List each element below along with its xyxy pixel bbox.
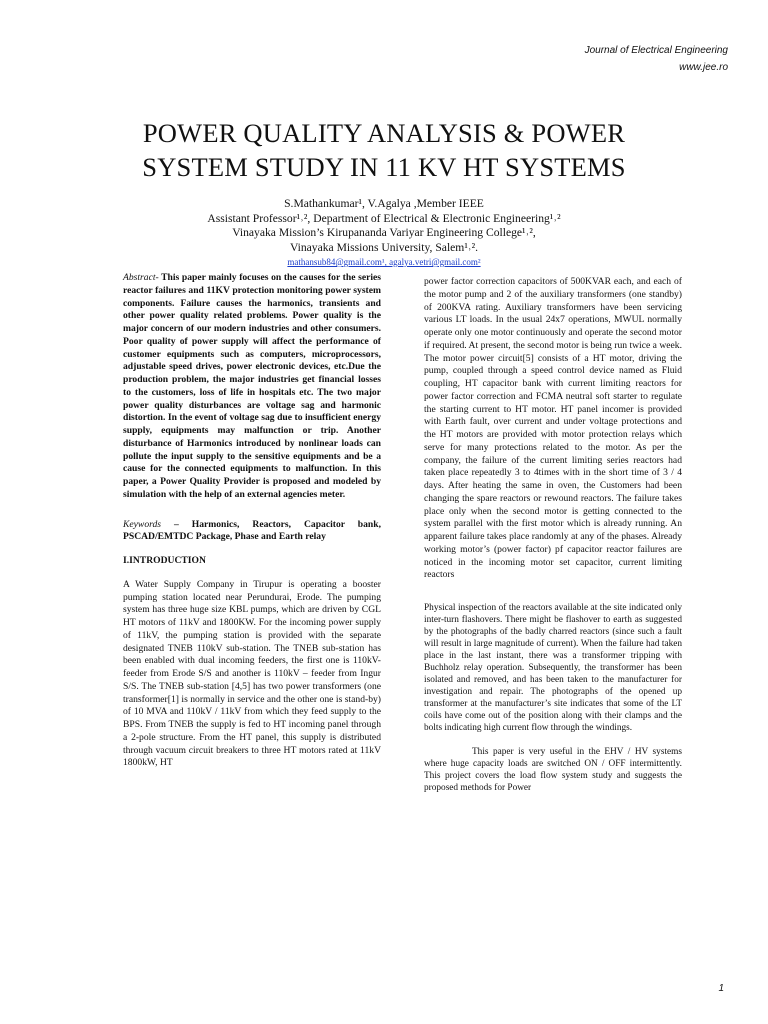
author-block xyxy=(0,197,768,270)
right-paragraph-2: Physical inspection of the reactors available at the site indicated only inter-turn flashovers. There might be flashover to earth as suggested by the photographs of the badly charred reactors (since such a fault will result in large magnitude of current). When the failure had taken place in the last instant, there was a transformer tripping with Buchholz relay operation. Subsequently, the transformer has been isolated and removed, and has been taken to the manufacturer for investigation and repair. The photographs of the opened up transformer at the manufacturer’s site indicates that some of the LT coils have come out of the position along with their clamps and the bolts indicating high current flow through the windings. xyxy=(424,603,682,733)
right-paragraph-1: power factor correction capacitors of 500KVAR each, and each of the motor pump and 2 of the auxiliary transformers (one standby) of 200KVA rating. Auxiliary transformers have been servicing various LT loads. In the usual 24x7 operations, MWUL normally operate only one motor continuously and operate the second motor if required. At present, the second motor is being run twice a week. The motor power circuit[5] consists of a HT motor, driving the pump, coupled through a speed control device named as Fluid coupling, HT capacitor bank with current limiting reactors for power factor correction and FCMA neutral soft starter to regulate the starting current to HT motor. HT panel incomer is provided with Earth fault, over current and under voltage protections and the HT motors are provided with motor protection relays which serve for many protections related to the motor. As per the company, the failure of the current limiting series reactors had taken place repeatedly 3 to 4times with in the short time of 3 / 4 days. After heating the same in oven, the Customers had been changing the spare reactors or rewound reactors. The failure takes place only when the second motor is getting connected to the system parallel with the first motor which is already running. An apparent failure takes place randomly at any of the phases. Already working motor’s (power factor) pf capacitor reactor failures are noticed in the incoming motor set capacitor, current limiting reactors xyxy=(424,276,682,581)
title-line-1: POWER QUALITY ANALYSIS & POWER xyxy=(142,118,626,148)
journal-url: www.jee.ro xyxy=(679,62,728,73)
right-paragraph-3: This paper is very useful in the EHV / HV systems where huge capacity loads are switched ON / OFF intermittently. This project covers the load flow system study and suggests the proposed methods for Power xyxy=(424,747,682,793)
affiliation-line-3: Vinayaka Missions University, Salem¹˒². xyxy=(289,240,479,254)
author-names: S.Mathankumar¹, V.Agalya ,Member IEEE xyxy=(284,197,484,210)
abstract xyxy=(123,272,381,502)
author-emails[interactable]: mathansub84@gmail.com¹, agalya.vetri@gmail.com² xyxy=(287,257,481,267)
section-heading-introduction: I.INTRODUCTION xyxy=(123,555,206,566)
paper-title xyxy=(0,116,768,184)
abstract-label: Abstract- xyxy=(123,272,159,283)
keywords-label: Keywords xyxy=(123,518,162,530)
title-line-2: SYSTEM STUDY IN 11 KV HT SYSTEMS xyxy=(142,152,626,182)
keywords xyxy=(123,519,381,545)
keywords-text: – Harmonics, Reactors, Capacitor bank, PSCAD/EMTDC Package, Phase and Earth relay xyxy=(123,518,381,543)
journal-name: Journal of Electrical Engineering xyxy=(584,45,728,56)
affiliation-line-2: Vinayaka Mission’s Kirupananda Variyar Engineering College¹˒², xyxy=(232,226,536,239)
affiliation-line-1: Assistant Professor¹˒², Department of Electrical & Electronic Engineering¹˒² xyxy=(207,211,561,225)
left-column xyxy=(123,272,381,770)
introduction-paragraph: A Water Supply Company in Tirupur is operating a booster pumping station located near Perundurai, Erode. The pumping system has three huge size KBL pumps, which are driven by CGL HT motors of 11kV and 1800KW. For the incoming power supply of 11kV, the pumping station is provided with the separate designated TNEB 110kV sub-station. The TNEB sub-station has been enabled with dual incoming feeders, the first one is 110kV- feeder from Erode S/S and another is 110kV – feeder from Ingur S/S. The TNEB sub-station [4,5] has two power transformers (one transformer[1] is normally in service and the other one is stand-by) of 10 MVA and 110kV / 11kV from which they feed supply to the BPS. From TNEB the supply is fed to HT incoming panel through a 2-pole structure. From the HT panel, this supply is distributed through vacuum circuit breakers to three HT motors rated at 11kV 1800kW, HT xyxy=(123,578,381,769)
page-number: 1 xyxy=(718,983,724,994)
journal-header xyxy=(585,42,728,76)
right-column xyxy=(424,276,682,794)
abstract-text: This paper mainly focuses on the causes for the series reactor failures and 11KV protection monitoring power system components. Failure causes the harmonics, transients and other power quality related problems. Power quality is the major concern of our modern industries and other consumers. Poor quality of power supply will affect the performance of customer equipments such as computers, microprocessors, adjustable speed drives, power electronic devices, etc.Due the production problem, the major industries get financial losses to the customers, loss of life in hospitals etc. The two major power quality disturbances are voltage sag and harmonic distortion. In the event of voltage sag due to insufficient energy supply, equipments may malfunction or trip. Another disturbance of Harmonics introduced by nonlinear loads can pollute the input supply to the sensitive equipments and be a cause for the connected equipments to malfunction. In this paper, a Power Quality Provider is proposed and modeled by simulation with the help of an external agencies meter. xyxy=(123,272,381,500)
